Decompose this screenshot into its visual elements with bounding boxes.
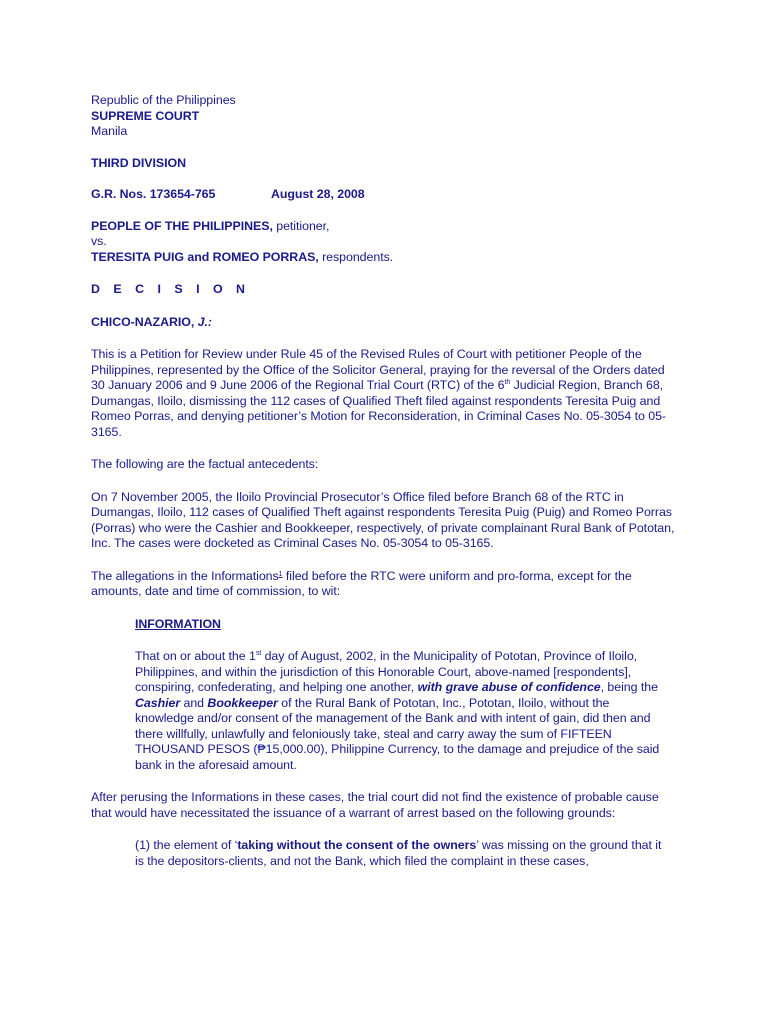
footnote-link-1[interactable]: 1: [278, 570, 283, 578]
division-line: THIRD DIVISION: [91, 155, 186, 170]
case-number-row: [91, 187, 681, 203]
paragraph-allegations: [91, 569, 681, 600]
paragraph-allegations-text-a: The allegations in the Informations: [91, 568, 279, 583]
versus-line: vs.: [91, 234, 107, 248]
paragraph-perusal: After perusing the Informations in these cases, the trial court did not find the existence of probable cause that would have necessitated the issuance of a warrant of arrest based on the following grounds:: [91, 790, 659, 820]
paragraph-filing: On 7 November 2005, the Iloilo Provincial Prosecutor’s Office filed before Branch 68 of the RTC in Dumangas, Iloilo, 112 cases of Qualified Theft against respondents Teresita Puig (Puig) and Romeo Porras (Porras) who were the Cashier and Bookkeeper, respectively, of private complainant Rural Bank of Pototan, Inc. The cases were docketed as Criminal Cases No. 05-3054 to 05-3165.: [91, 489, 675, 550]
decision-date: August 28, 2008: [271, 187, 365, 201]
respondents-role: respondents.: [318, 249, 394, 264]
petitioner-line: [91, 219, 681, 235]
respondents-line: [91, 250, 681, 266]
decision-title: D E C I S I O N: [91, 282, 250, 296]
emphasis-bookkeeper: Bookkeeper: [207, 695, 278, 710]
emphasis-cashier: Cashier: [135, 695, 181, 710]
petitioner-role: petitioner,: [272, 218, 330, 233]
ponente-name: CHICO-NAZARIO,: [91, 314, 198, 329]
paragraph-allegations-text-b: filed before the RTC were uniform and pro-forma, except for the amounts, date and time of commission, to wit:: [91, 568, 632, 598]
information-text-c: , being the: [600, 680, 658, 694]
ponente-suffix: J.:: [197, 314, 212, 329]
information-text-d: and: [180, 695, 208, 710]
ground-1-emphasis: taking without the consent of the owners: [237, 838, 477, 852]
information-body: [135, 649, 670, 773]
ground-1-text-a: (1) the element of ‘: [135, 838, 238, 852]
ordinal-suffix: st: [255, 650, 262, 657]
paragraph-antecedents: The following are the factual antecedents:: [91, 457, 319, 471]
information-text-a: That on or about the 1: [135, 649, 256, 663]
respondents-name: TERESITA PUIG and ROMEO PORRAS,: [91, 249, 319, 264]
decision-document: [91, 93, 681, 869]
paragraph-petition: [91, 347, 681, 440]
information-heading: INFORMATION: [135, 616, 221, 631]
petitioner-name: PEOPLE OF THE PHILIPPINES,: [91, 218, 273, 233]
ponente-line: [91, 315, 681, 331]
paragraph-petition-text-b: Judicial Region, Branch 68, Dumangas, Iloilo, dismissing the 112 cases of Qualified Theft filed against respondents Teresita Puig and Romeo Porras, and denying petitioner’s Motion for Reconsideration, in Criminal Cases No. 05-3054 to 05-3165.: [91, 378, 666, 439]
paragraph-petition-text-a: This is a Petition for Review under Rule 45 of the Revised Rules of Court with petitioner People of the Philippines, represented by the Office of the Solicitor General, praying for the reversal of the Orders dated 30 January 2006 and 9 June 2006 of the Regional Trial Court (RTC) of the 6: [91, 347, 665, 392]
information-text-e: of the Rural Bank of Pototan, Inc., Pototan, Iloilo, without the knowledge and/or consent of the management of the Bank and with intent of gain, did then and there willfully, unlawfully and feloniously take, steal and carry away the sum of FIFTEEN THOUSAND PESOS (₱15,000.00), Philippine Currency, to the damage and prejudice of the said bank in the aforesaid amount.: [135, 695, 660, 772]
court-city: Manila: [91, 124, 128, 138]
information-text-b: day of August, 2002, in the Municipality of Pototan, Province of Iloilo, Philippines, and within the jurisdiction of this Honorable Court, above-named [respondents], conspiring, confederating, and helping one another,: [135, 649, 638, 694]
ordinal-suffix: th: [504, 379, 511, 386]
ground-1: [135, 838, 670, 869]
gr-number: G.R. Nos. 173654-765: [91, 187, 216, 201]
ground-1-text-c: ’ was missing on the ground that it is the depositors-clients, and not the Bank, which filed the complaint in these cases,: [135, 838, 662, 868]
court-name: SUPREME COURT: [91, 108, 200, 123]
emphasis-grave-abuse: with grave abuse of confidence: [417, 680, 601, 694]
republic-line: Republic of the Philippines: [91, 93, 236, 107]
